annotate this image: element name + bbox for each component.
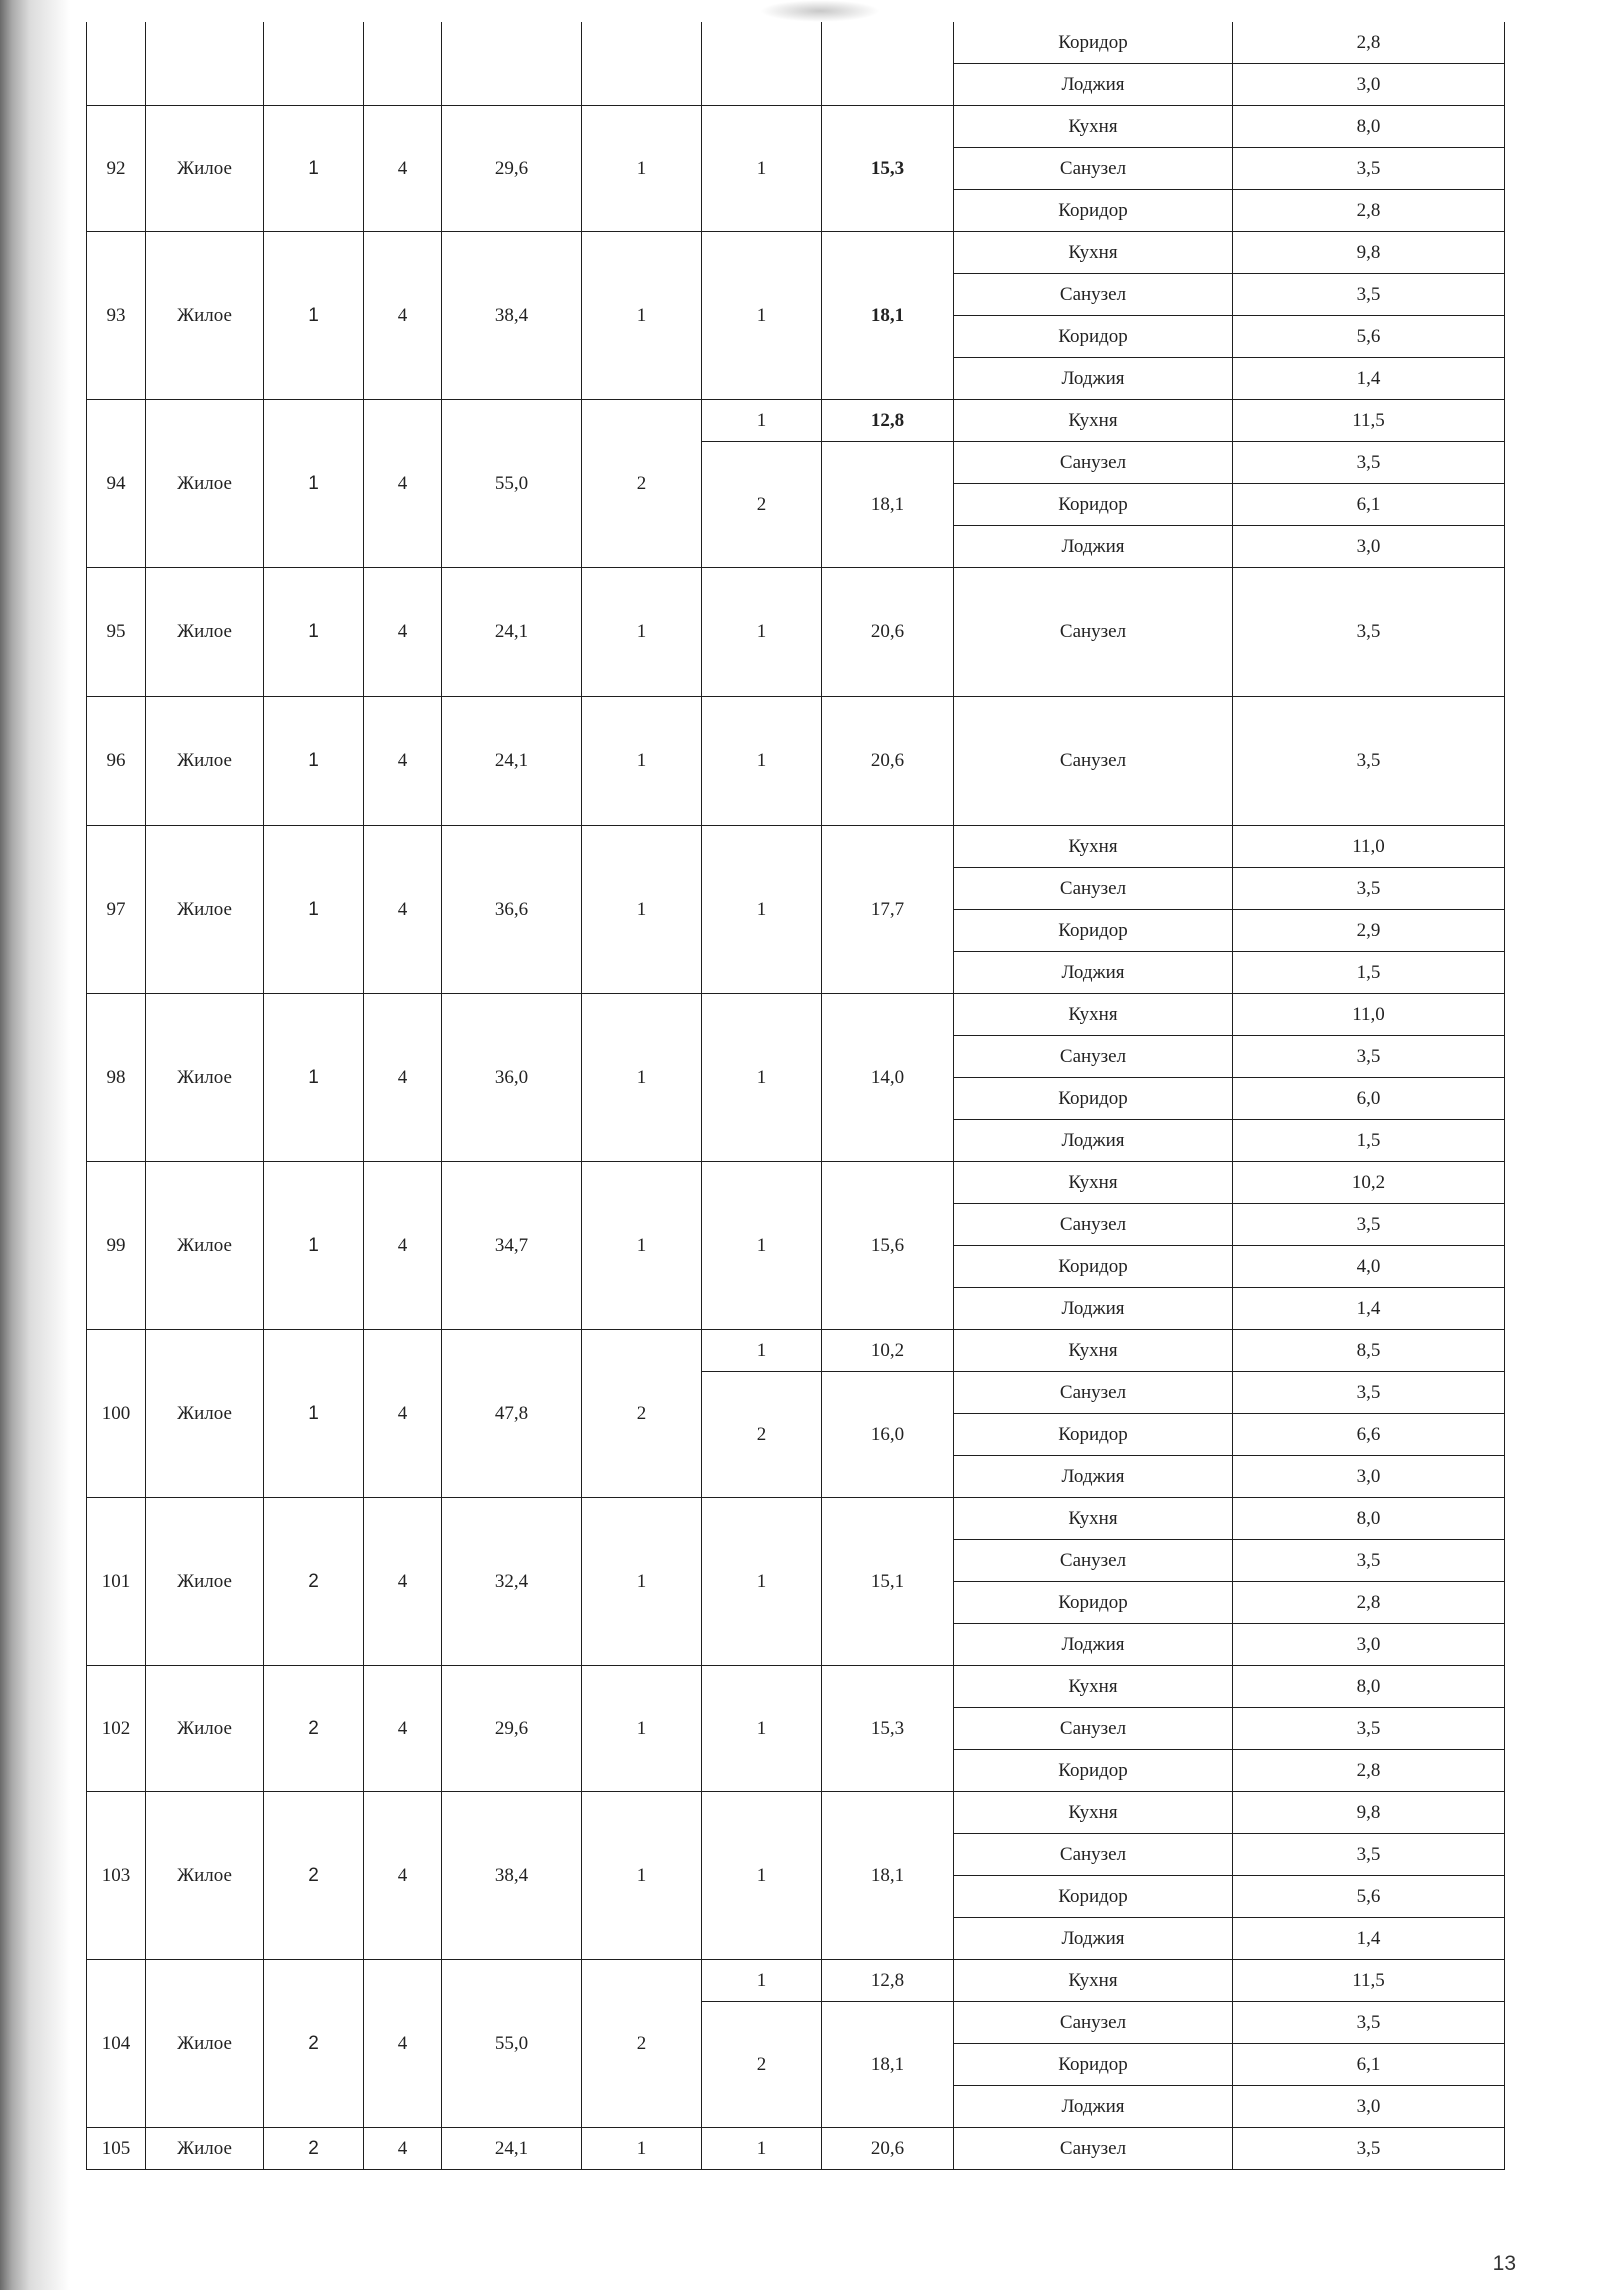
- apartment-type: Жилое: [146, 106, 264, 232]
- living-room-area: 15,1: [822, 1498, 954, 1666]
- scan-smudge: [760, 0, 880, 22]
- apartment-number: 99: [87, 1162, 146, 1330]
- aux-room-name: Кухня: [954, 1666, 1233, 1708]
- apartment-rooms-count: 1: [582, 697, 702, 826]
- living-room-area: 12,8: [822, 1960, 954, 2002]
- aux-room-area: 2,8: [1233, 1750, 1505, 1792]
- aux-room-name: Кухня: [954, 232, 1233, 274]
- aux-room-name: Лоджия: [954, 1918, 1233, 1960]
- apartment-section: 1: [264, 994, 364, 1162]
- apartment-floor: 4: [364, 1162, 442, 1330]
- aux-room-area: 3,5: [1233, 1036, 1505, 1078]
- living-room-number: 1: [702, 232, 822, 400]
- living-room-number: 1: [702, 1498, 822, 1666]
- aux-room-area: 5,6: [1233, 316, 1505, 358]
- table-row: [87, 1792, 1505, 1834]
- apartment-rooms-count: 1: [582, 1162, 702, 1330]
- apartment-floor: 4: [364, 994, 442, 1162]
- aux-room-name: Санузел: [954, 442, 1233, 484]
- continuation-cell: [146, 22, 264, 106]
- apartment-number: 93: [87, 232, 146, 400]
- living-room-area: 17,7: [822, 826, 954, 994]
- aux-room-area: 6,0: [1233, 1078, 1505, 1120]
- aux-room-name: Кухня: [954, 826, 1233, 868]
- aux-room-name: Лоджия: [954, 526, 1233, 568]
- aux-room-name: Санузел: [954, 2128, 1233, 2170]
- aux-room-area: 11,0: [1233, 826, 1505, 868]
- aux-room-name: Лоджия: [954, 64, 1233, 106]
- apartment-section: 1: [264, 1162, 364, 1330]
- apartment-number: 100: [87, 1330, 146, 1498]
- table-row: [87, 826, 1505, 868]
- aux-room-area: 3,5: [1233, 868, 1505, 910]
- apartment-floor: 4: [364, 1960, 442, 2128]
- aux-room-area: 6,1: [1233, 2044, 1505, 2086]
- apartment-type: Жилое: [146, 1330, 264, 1498]
- living-room-number: 1: [702, 994, 822, 1162]
- apartment-number: 104: [87, 1960, 146, 2128]
- aux-room-name: Лоджия: [954, 358, 1233, 400]
- page-number: 13: [1492, 2252, 1516, 2275]
- aux-room-name: Санузел: [954, 1540, 1233, 1582]
- living-room-number: 1: [702, 106, 822, 232]
- scan-shadow-edge: [0, 0, 70, 2290]
- aux-room-area: 3,5: [1233, 1372, 1505, 1414]
- living-room-number: 2: [702, 2002, 822, 2128]
- aux-room-area: 1,4: [1233, 358, 1505, 400]
- aux-room-area: 1,4: [1233, 1918, 1505, 1960]
- apartment-floor: 4: [364, 400, 442, 568]
- table-row: [87, 1330, 1505, 1372]
- aux-room-area: 5,6: [1233, 1876, 1505, 1918]
- aux-room-area: 1,5: [1233, 952, 1505, 994]
- table-row: [87, 2128, 1505, 2170]
- aux-room-area: 3,5: [1233, 148, 1505, 190]
- apartment-floor: 4: [364, 106, 442, 232]
- apartment-section: 2: [264, 1792, 364, 1960]
- aux-room-area: 3,5: [1233, 1540, 1505, 1582]
- living-room-area: 18,1: [822, 2002, 954, 2128]
- aux-room-area: 3,0: [1233, 526, 1505, 568]
- apartment-total-area: 29,6: [442, 106, 582, 232]
- aux-room-name: Санузел: [954, 2002, 1233, 2044]
- apartment-section: 1: [264, 1330, 364, 1498]
- apartment-section: 2: [264, 1960, 364, 2128]
- living-room-number: 1: [702, 400, 822, 442]
- living-room-number: 1: [702, 1960, 822, 2002]
- living-room-area: 15,3: [822, 1666, 954, 1792]
- apartments-table-body: [87, 22, 1505, 2170]
- apartment-floor: 4: [364, 697, 442, 826]
- table-row: [87, 22, 1505, 64]
- aux-room-area: 8,0: [1233, 106, 1505, 148]
- apartment-type: Жилое: [146, 568, 264, 697]
- aux-room-area: 9,8: [1233, 1792, 1505, 1834]
- aux-room-name: Коридор: [954, 1414, 1233, 1456]
- apartment-total-area: 24,1: [442, 568, 582, 697]
- aux-room-area: 1,4: [1233, 1288, 1505, 1330]
- apartment-total-area: 32,4: [442, 1498, 582, 1666]
- continuation-cell: [822, 22, 954, 106]
- aux-room-area: 2,8: [1233, 1582, 1505, 1624]
- living-room-area: 15,6: [822, 1162, 954, 1330]
- apartment-number: 98: [87, 994, 146, 1162]
- apartment-type: Жилое: [146, 697, 264, 826]
- apartment-number: 97: [87, 826, 146, 994]
- apartment-rooms-count: 1: [582, 994, 702, 1162]
- apartment-section: 1: [264, 697, 364, 826]
- aux-room-area: 2,8: [1233, 190, 1505, 232]
- aux-room-name: Лоджия: [954, 952, 1233, 994]
- apartment-total-area: 29,6: [442, 1666, 582, 1792]
- aux-room-name: Коридор: [954, 910, 1233, 952]
- apartment-floor: 4: [364, 1666, 442, 1792]
- aux-room-area: 3,5: [1233, 697, 1505, 826]
- aux-room-name: Коридор: [954, 2044, 1233, 2086]
- apartment-rooms-count: 2: [582, 1330, 702, 1498]
- apartment-section: 2: [264, 1666, 364, 1792]
- table-row: [87, 697, 1505, 826]
- apartment-rooms-count: 1: [582, 232, 702, 400]
- apartment-type: Жилое: [146, 400, 264, 568]
- living-room-number: 1: [702, 2128, 822, 2170]
- table-row: [87, 1960, 1505, 2002]
- apartment-section: 1: [264, 826, 364, 994]
- apartment-type: Жилое: [146, 2128, 264, 2170]
- aux-room-area: 6,1: [1233, 484, 1505, 526]
- apartment-type: Жилое: [146, 1666, 264, 1792]
- aux-room-name: Лоджия: [954, 1288, 1233, 1330]
- apartment-rooms-count: 1: [582, 2128, 702, 2170]
- aux-room-name: Коридор: [954, 484, 1233, 526]
- living-room-area: 14,0: [822, 994, 954, 1162]
- table-row: [87, 106, 1505, 148]
- aux-room-name: Коридор: [954, 1078, 1233, 1120]
- living-room-area: 20,6: [822, 697, 954, 826]
- apartment-number: 101: [87, 1498, 146, 1666]
- aux-room-area: 3,5: [1233, 274, 1505, 316]
- apartments-table: [86, 22, 1505, 2170]
- apartment-type: Жилое: [146, 1162, 264, 1330]
- aux-room-name: Кухня: [954, 1498, 1233, 1540]
- living-room-number: 2: [702, 1372, 822, 1498]
- apartment-type: Жилое: [146, 1498, 264, 1666]
- aux-room-name: Коридор: [954, 1750, 1233, 1792]
- living-room-number: 1: [702, 1330, 822, 1372]
- living-room-number: 1: [702, 568, 822, 697]
- aux-room-name: Кухня: [954, 1330, 1233, 1372]
- aux-room-area: 11,0: [1233, 994, 1505, 1036]
- aux-room-area: 6,6: [1233, 1414, 1505, 1456]
- table-row: [87, 1162, 1505, 1204]
- aux-room-name: Санузел: [954, 568, 1233, 697]
- living-room-area: 15,3: [822, 106, 954, 232]
- apartment-rooms-count: 1: [582, 106, 702, 232]
- apartment-section: 1: [264, 232, 364, 400]
- aux-room-name: Лоджия: [954, 1456, 1233, 1498]
- aux-room-name: Коридор: [954, 190, 1233, 232]
- apartment-number: 96: [87, 697, 146, 826]
- apartment-type: Жилое: [146, 232, 264, 400]
- aux-room-name: Кухня: [954, 1162, 1233, 1204]
- apartment-section: 1: [264, 568, 364, 697]
- apartment-total-area: 38,4: [442, 1792, 582, 1960]
- apartment-total-area: 55,0: [442, 1960, 582, 2128]
- aux-room-name: Санузел: [954, 148, 1233, 190]
- aux-room-area: 3,5: [1233, 1834, 1505, 1876]
- table-row: [87, 400, 1505, 442]
- aux-room-area: 3,0: [1233, 1456, 1505, 1498]
- aux-room-name: Лоджия: [954, 2086, 1233, 2128]
- aux-room-name: Лоджия: [954, 1624, 1233, 1666]
- apartment-total-area: 55,0: [442, 400, 582, 568]
- aux-room-area: 3,5: [1233, 2128, 1505, 2170]
- continuation-cell: [264, 22, 364, 106]
- apartment-rooms-count: 2: [582, 1960, 702, 2128]
- apartment-rooms-count: 1: [582, 1792, 702, 1960]
- apartment-section: 2: [264, 1498, 364, 1666]
- aux-room-area: 2,8: [1233, 22, 1505, 64]
- living-room-area: 18,1: [822, 1792, 954, 1960]
- apartment-rooms-count: 1: [582, 1498, 702, 1666]
- aux-room-area: 3,5: [1233, 2002, 1505, 2044]
- aux-room-area: 3,5: [1233, 1708, 1505, 1750]
- aux-room-area: 1,5: [1233, 1120, 1505, 1162]
- aux-room-name: Коридор: [954, 1582, 1233, 1624]
- aux-room-name: Коридор: [954, 1246, 1233, 1288]
- aux-room-area: 2,9: [1233, 910, 1505, 952]
- living-room-area: 12,8: [822, 400, 954, 442]
- aux-room-name: Санузел: [954, 868, 1233, 910]
- apartment-total-area: 38,4: [442, 232, 582, 400]
- aux-room-area: 11,5: [1233, 400, 1505, 442]
- apartment-floor: 4: [364, 1792, 442, 1960]
- continuation-cell: [364, 22, 442, 106]
- continuation-cell: [442, 22, 582, 106]
- apartment-type: Жилое: [146, 826, 264, 994]
- table-row: [87, 1666, 1505, 1708]
- apartment-type: Жилое: [146, 1960, 264, 2128]
- apartment-floor: 4: [364, 1330, 442, 1498]
- living-room-number: 2: [702, 442, 822, 568]
- apartment-rooms-count: 2: [582, 400, 702, 568]
- aux-room-area: 3,5: [1233, 442, 1505, 484]
- aux-room-area: 8,5: [1233, 1330, 1505, 1372]
- aux-room-name: Санузел: [954, 697, 1233, 826]
- aux-room-area: 3,0: [1233, 2086, 1505, 2128]
- aux-room-area: 8,0: [1233, 1498, 1505, 1540]
- living-room-area: 20,6: [822, 568, 954, 697]
- table-row: [87, 232, 1505, 274]
- apartment-floor: 4: [364, 568, 442, 697]
- table-row: [87, 1498, 1505, 1540]
- table-row: [87, 994, 1505, 1036]
- living-room-area: 10,2: [822, 1330, 954, 1372]
- aux-room-name: Кухня: [954, 994, 1233, 1036]
- apartment-type: Жилое: [146, 1792, 264, 1960]
- living-room-area: 18,1: [822, 442, 954, 568]
- apartment-rooms-count: 1: [582, 568, 702, 697]
- apartment-number: 103: [87, 1792, 146, 1960]
- aux-room-name: Санузел: [954, 1834, 1233, 1876]
- continuation-cell: [582, 22, 702, 106]
- apartment-rooms-count: 1: [582, 1666, 702, 1792]
- aux-room-area: 8,0: [1233, 1666, 1505, 1708]
- continuation-cell: [87, 22, 146, 106]
- aux-room-area: 4,0: [1233, 1246, 1505, 1288]
- apartment-number: 102: [87, 1666, 146, 1792]
- aux-room-area: 3,0: [1233, 1624, 1505, 1666]
- aux-room-area: 10,2: [1233, 1162, 1505, 1204]
- living-room-area: 18,1: [822, 232, 954, 400]
- apartment-total-area: 24,1: [442, 697, 582, 826]
- aux-room-name: Санузел: [954, 1708, 1233, 1750]
- living-room-area: 20,6: [822, 2128, 954, 2170]
- aux-room-area: 3,0: [1233, 64, 1505, 106]
- aux-room-name: Санузел: [954, 1036, 1233, 1078]
- living-room-number: 1: [702, 697, 822, 826]
- aux-room-area: 3,5: [1233, 568, 1505, 697]
- living-room-number: 1: [702, 1666, 822, 1792]
- apartment-total-area: 36,6: [442, 826, 582, 994]
- apartment-section: 1: [264, 106, 364, 232]
- aux-room-name: Санузел: [954, 1372, 1233, 1414]
- aux-room-name: Коридор: [954, 316, 1233, 358]
- apartment-floor: 4: [364, 232, 442, 400]
- aux-room-name: Санузел: [954, 274, 1233, 316]
- table-row: [87, 568, 1505, 697]
- aux-room-area: 9,8: [1233, 232, 1505, 274]
- living-room-area: 16,0: [822, 1372, 954, 1498]
- aux-room-area: 11,5: [1233, 1960, 1505, 2002]
- apartment-total-area: 36,0: [442, 994, 582, 1162]
- apartment-total-area: 47,8: [442, 1330, 582, 1498]
- apartment-number: 95: [87, 568, 146, 697]
- apartment-total-area: 34,7: [442, 1162, 582, 1330]
- continuation-cell: [702, 22, 822, 106]
- living-room-number: 1: [702, 826, 822, 994]
- living-room-number: 1: [702, 1162, 822, 1330]
- aux-room-name: Коридор: [954, 1876, 1233, 1918]
- apartment-total-area: 24,1: [442, 2128, 582, 2170]
- aux-room-name: Кухня: [954, 400, 1233, 442]
- aux-room-name: Кухня: [954, 1960, 1233, 2002]
- apartment-number: 105: [87, 2128, 146, 2170]
- apartment-number: 92: [87, 106, 146, 232]
- apartment-type: Жилое: [146, 994, 264, 1162]
- apartment-number: 94: [87, 400, 146, 568]
- aux-room-name: Коридор: [954, 22, 1233, 64]
- aux-room-name: Лоджия: [954, 1120, 1233, 1162]
- aux-room-name: Кухня: [954, 106, 1233, 148]
- apartment-floor: 4: [364, 1498, 442, 1666]
- aux-room-name: Кухня: [954, 1792, 1233, 1834]
- apartment-floor: 4: [364, 826, 442, 994]
- apartment-section: 1: [264, 400, 364, 568]
- aux-room-name: Санузел: [954, 1204, 1233, 1246]
- apartment-section: 2: [264, 2128, 364, 2170]
- aux-room-area: 3,5: [1233, 1204, 1505, 1246]
- apartment-rooms-count: 1: [582, 826, 702, 994]
- living-room-number: 1: [702, 1792, 822, 1960]
- apartment-floor: 4: [364, 2128, 442, 2170]
